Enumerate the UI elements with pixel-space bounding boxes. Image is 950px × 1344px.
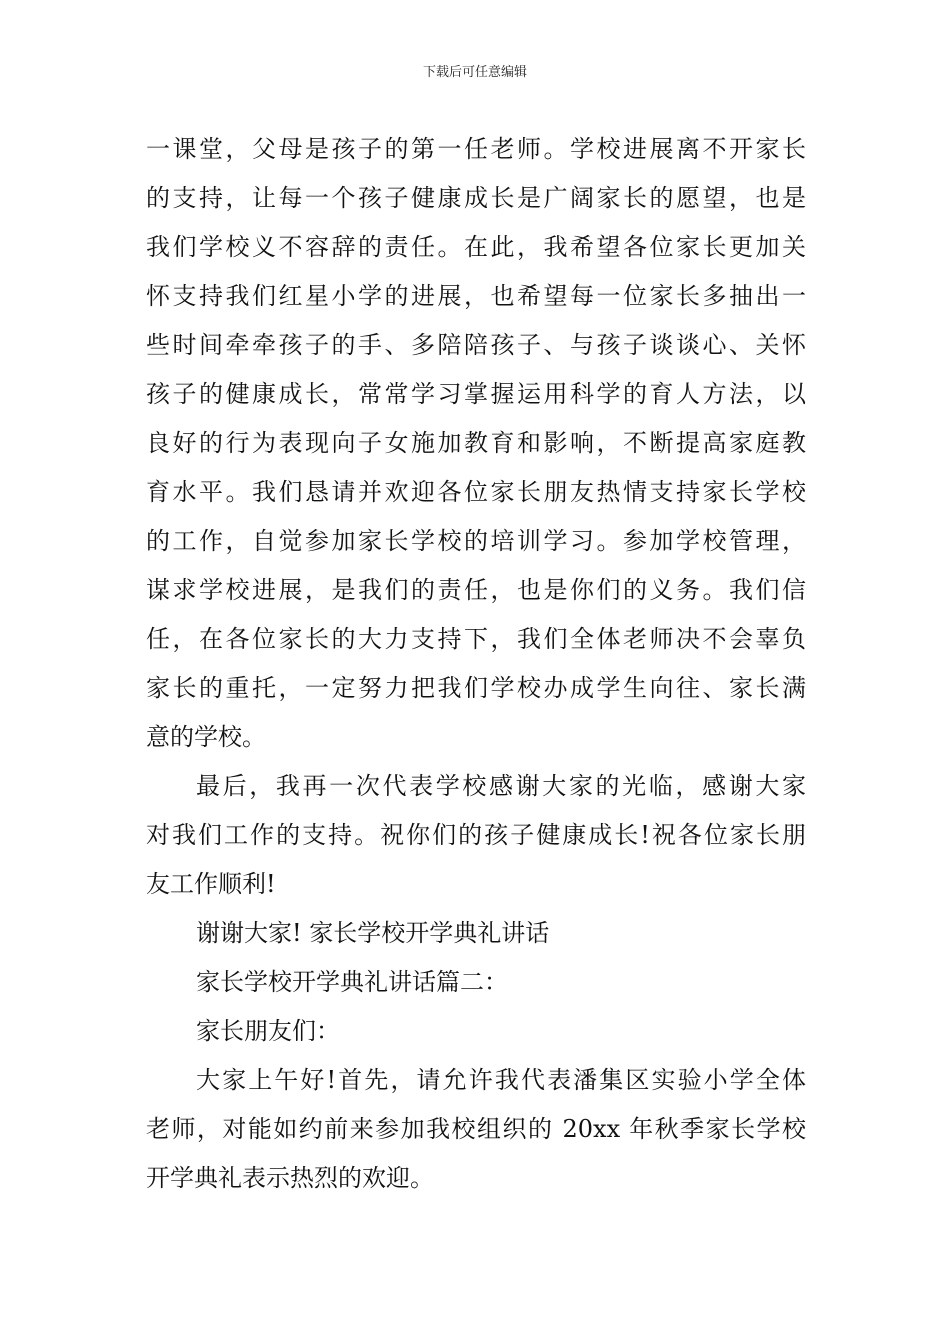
text-line: 良好的行为表现向子女施加教育和影响，不断提高家庭教: [146, 429, 806, 457]
paragraph: [146, 762, 806, 909]
paragraph: [146, 1007, 806, 1056]
text-line: 谢谢大家! 家长学校开学典礼讲话: [196, 919, 550, 947]
text-line: 的支持，让每一个孩子健康成长是广阔家长的愿望，也是: [146, 184, 806, 212]
text-line: 的工作，自觉参加家长学校的培训学习。参加学校管理，: [146, 527, 806, 555]
document-body: [146, 125, 806, 1203]
text-line: 大家上午好!首先，请允许我代表潘集区实验小学全体: [196, 1066, 806, 1094]
text-line: 友工作顺利!: [146, 870, 276, 898]
text-line: 意的学校。: [146, 723, 266, 751]
section-heading: 家长学校开学典礼讲话篇二：: [196, 968, 508, 996]
text-line: 怀支持我们红星小学的进展，也希望每一位家长多抽出一: [146, 282, 806, 310]
text-line: 孩子的健康成长，常常学习掌握运用科学的育人方法，以: [146, 380, 806, 408]
paragraph: [146, 1056, 806, 1203]
text-line: 开学典礼表示热烈的欢迎。: [146, 1164, 434, 1192]
text-line: 我们学校义不容辞的责任。在此，我希望各位家长更加关: [146, 233, 806, 261]
text-line: 育水平。我们恳请并欢迎各位家长朋友热情支持家长学校: [146, 478, 806, 506]
text-line: 对我们工作的支持。祝你们的孩子健康成长!祝各位家长朋: [146, 821, 806, 849]
page-header: 下载后可任意编辑: [422, 65, 527, 80]
text-line: 一课堂，父母是孩子的第一任老师。学校进展离不开家长: [146, 135, 806, 163]
text-line: 家长的重托，一定努力把我们学校办成学生向往、家长满: [146, 674, 806, 702]
paragraph: [146, 909, 806, 958]
text-line: 些时间牵牵孩子的手、多陪陪孩子、与孩子谈谈心、关怀: [146, 331, 806, 359]
text-line: 任，在各位家长的大力支持下，我们全体老师决不会辜负: [146, 625, 806, 653]
paragraph: [146, 125, 806, 762]
text-line: 谋求学校进展，是我们的责任，也是你们的义务。我们信: [146, 576, 806, 604]
salutation: 家长朋友们：: [196, 1017, 340, 1045]
text-line: 最后，我再一次代表学校感谢大家的光临，感谢大家: [196, 772, 806, 800]
text-line: 老师，对能如约前来参加我校组织的 20xx 年秋季家长学校: [146, 1115, 806, 1143]
paragraph: [146, 958, 806, 1007]
